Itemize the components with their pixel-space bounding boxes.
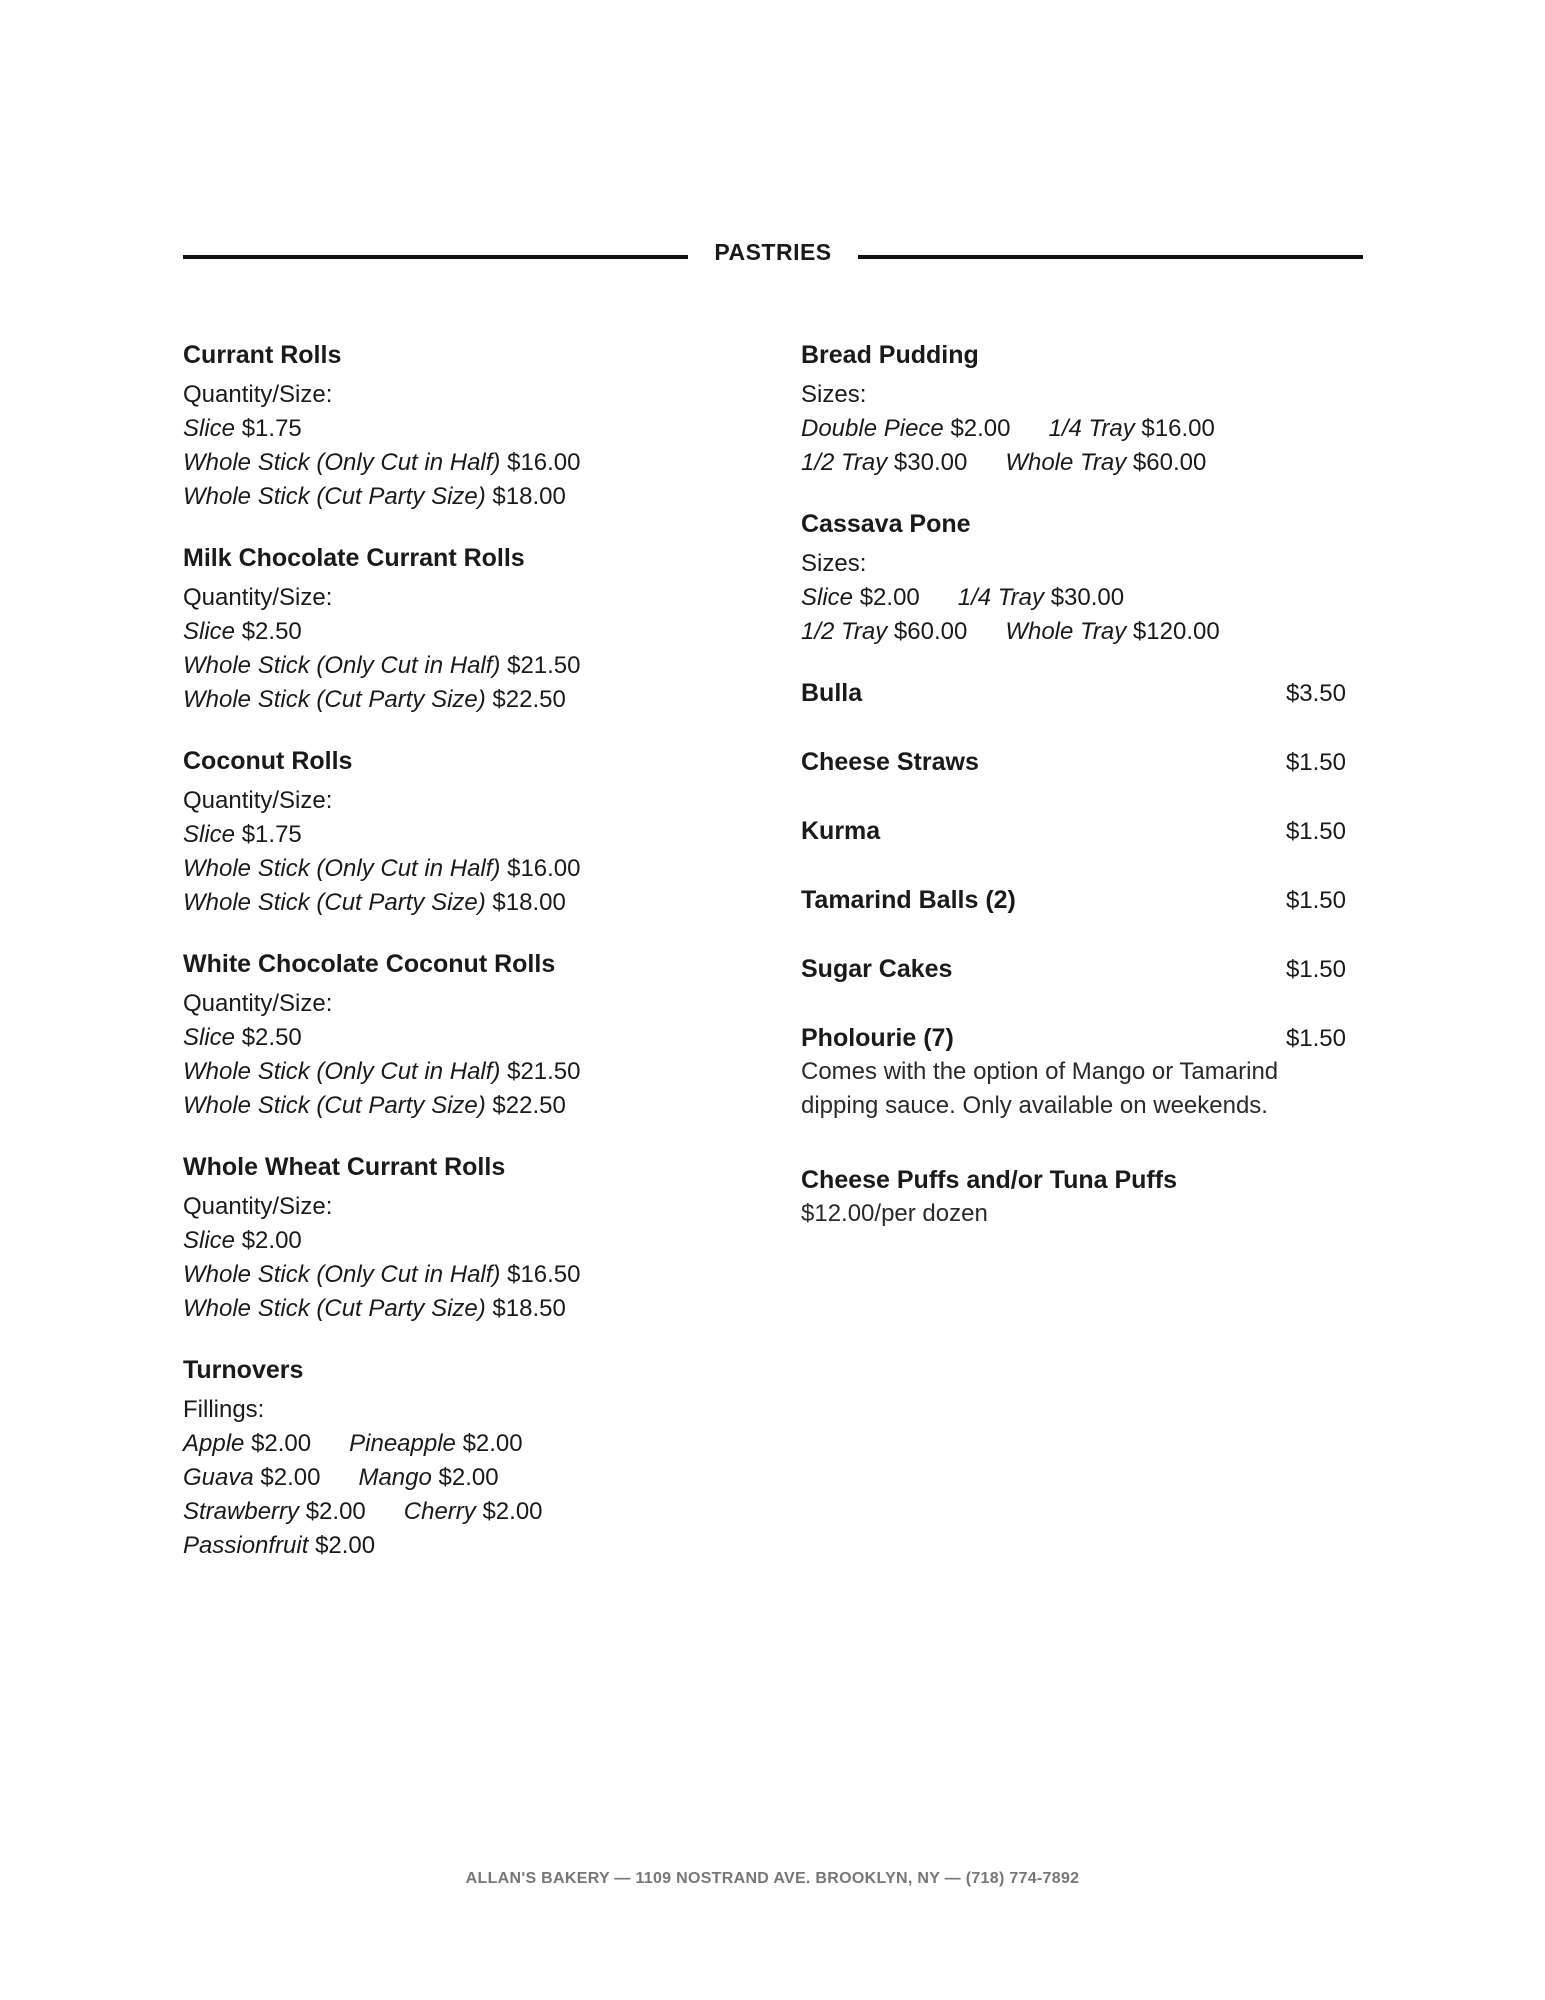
option-label: Whole Stick (Cut Party Size) [183,1295,486,1322]
option-label: Slice [183,1024,236,1051]
option-price: $60.00 [893,618,968,645]
left-menu-column [183,338,743,1590]
option-label: Slice [183,415,236,442]
option-label: Passionfruit [183,1532,309,1559]
option-price: $22.50 [492,1092,566,1119]
size-label: Quantity/Size: [183,787,333,814]
menu-item-puffs [801,1163,1346,1231]
option-line [183,1089,743,1123]
item-price-note: $12.00/per dozen [801,1200,988,1227]
item-name: Currant Rolls [183,341,342,369]
item-price: $1.50 [1285,818,1346,845]
option-label: Whole Stick (Only Cut in Half) [183,652,501,679]
item-description: dipping sauce. Only available on weekends. [801,1092,1268,1119]
option-label: Whole Stick (Only Cut in Half) [183,855,501,882]
option-label: Whole Stick (Cut Party Size) [183,686,486,713]
menu-item-sugar-cakes [801,952,1346,992]
size-label: Quantity/Size: [183,990,333,1017]
option-label: 1/2 Tray [801,449,888,476]
option-price: $21.50 [507,1058,581,1085]
right-menu-column [801,338,1346,1258]
option-label: Slice [183,821,236,848]
item-name: Bread Pudding [801,341,979,369]
item-price: $3.50 [1285,680,1346,707]
menu-item-white-chocolate-coconut-rolls [183,947,743,1123]
option-price: $21.50 [507,652,581,679]
item-name: Cassava Pone [801,510,971,538]
item-name: Whole Wheat Currant Rolls [183,1153,506,1181]
item-price: $1.50 [1285,887,1346,914]
pholourie-header [801,1021,1346,1055]
option-line [801,615,1346,649]
option-price: $2.00 [462,1430,523,1457]
menu-item-currant-rolls [183,338,743,514]
option-label: Whole Stick (Only Cut in Half) [183,1261,501,1288]
item-name: Tamarind Balls (2) [801,886,1016,914]
item-price: $1.50 [1285,749,1346,776]
option-price: $30.00 [893,449,968,476]
option-price: $2.00 [859,584,920,611]
size-label: Quantity/Size: [183,1193,333,1220]
option-price: $2.00 [950,415,1011,442]
option-line [183,615,743,649]
size-label: Sizes: [801,381,867,408]
header-rule-right [858,255,1363,259]
option-label: Slice [183,618,236,645]
option-price: $16.00 [507,449,581,476]
option-price: $16.00 [1141,415,1215,442]
option-line [183,446,743,480]
option-price: $18.00 [492,889,566,916]
option-line [801,412,1346,446]
option-label: Whole Tray [1005,449,1127,476]
menu-item-milk-chocolate-currant-rolls [183,541,743,717]
item-price: $1.50 [1285,1025,1346,1052]
option-price: $2.00 [241,1227,302,1254]
menu-item-bulla [801,676,1346,716]
section-header [183,233,1363,279]
option-price: $1.75 [241,415,302,442]
menu-item-bread-pudding [801,338,1346,480]
option-price: $18.50 [492,1295,566,1322]
option-price: $2.50 [241,1024,302,1051]
menu-item-tamarind-balls [801,883,1346,923]
menu-item-turnovers [183,1353,743,1563]
option-price: $2.50 [241,618,302,645]
menu-item-whole-wheat-currant-rolls [183,1150,743,1326]
item-name: Milk Chocolate Currant Rolls [183,544,525,572]
option-line [183,1055,743,1089]
option-line [183,412,743,446]
option-label: Whole Tray [1005,618,1127,645]
menu-item-pholourie [801,1021,1346,1123]
item-name: Coconut Rolls [183,747,353,775]
option-price: $2.00 [260,1464,321,1491]
option-label: 1/4 Tray [957,584,1045,611]
item-name: Bulla [801,679,863,707]
option-price: $120.00 [1132,618,1220,645]
item-name: Cheese Puffs and/or Tuna Puffs [801,1166,1177,1194]
page-footer: ALLAN'S BAKERY — 1109 NOSTRAND AVE. BROOKLYN, NY — (718) 774-7892 [465,1870,1080,1887]
option-label: Slice [183,1227,236,1254]
item-name: Turnovers [183,1356,304,1384]
option-price: $2.00 [305,1498,366,1525]
option-label: Cherry [403,1498,476,1525]
option-label: Whole Stick (Cut Party Size) [183,1092,486,1119]
option-line [183,1258,743,1292]
item-name: Kurma [801,817,881,845]
option-line [183,1292,743,1326]
option-line [183,1021,743,1055]
item-name: Cheese Straws [801,748,979,776]
menu-item-kurma [801,814,1346,854]
option-label: Guava [183,1464,254,1491]
option-line [183,886,743,920]
item-name: Sugar Cakes [801,955,953,983]
option-price: $1.75 [241,821,302,848]
option-line [183,852,743,886]
option-price: $22.50 [492,686,566,713]
size-label: Fillings: [183,1396,265,1423]
option-label: Double Piece [801,415,944,442]
option-line [183,480,743,514]
option-label: Pineapple [349,1430,456,1457]
option-line [183,1224,743,1258]
item-name: White Chocolate Coconut Rolls [183,950,556,978]
option-line [183,1461,743,1495]
item-price: $1.50 [1285,956,1346,983]
item-name: Pholourie (7) [801,1024,954,1052]
menu-item-coconut-rolls [183,744,743,920]
option-price: $2.00 [482,1498,543,1525]
option-price: $60.00 [1132,449,1207,476]
option-price: $18.00 [492,483,566,510]
option-label: Mango [358,1464,432,1491]
option-label: Whole Stick (Cut Party Size) [183,483,486,510]
size-label: Quantity/Size: [183,584,333,611]
option-price: $2.00 [315,1532,376,1559]
option-line [801,446,1346,480]
option-line [801,581,1346,615]
option-price: $2.00 [438,1464,499,1491]
option-price: $16.50 [507,1261,581,1288]
size-label: Quantity/Size: [183,381,333,408]
option-price: $2.00 [251,1430,312,1457]
option-line [183,1427,743,1461]
option-label: 1/2 Tray [801,618,888,645]
option-line [183,683,743,717]
menu-item-cheese-straws [801,745,1346,785]
option-line [183,1529,743,1563]
size-label: Sizes: [801,550,867,577]
option-line [183,649,743,683]
option-price: $16.00 [507,855,581,882]
option-label: Apple [183,1430,245,1457]
option-label: Whole Stick (Cut Party Size) [183,889,486,916]
option-label: Whole Stick (Only Cut in Half) [183,1058,501,1085]
item-description: Comes with the option of Mango or Tamarind [801,1058,1279,1085]
option-label: Strawberry [183,1498,300,1525]
option-label: 1/4 Tray [1048,415,1135,442]
section-title: PASTRIES [714,239,832,265]
header-rule-left [183,255,688,259]
option-line [183,1495,743,1529]
option-line [183,818,743,852]
menu-item-cassava-pone [801,507,1346,649]
option-price: $30.00 [1050,584,1125,611]
option-label: Whole Stick (Only Cut in Half) [183,449,501,476]
option-label: Slice [801,584,854,611]
